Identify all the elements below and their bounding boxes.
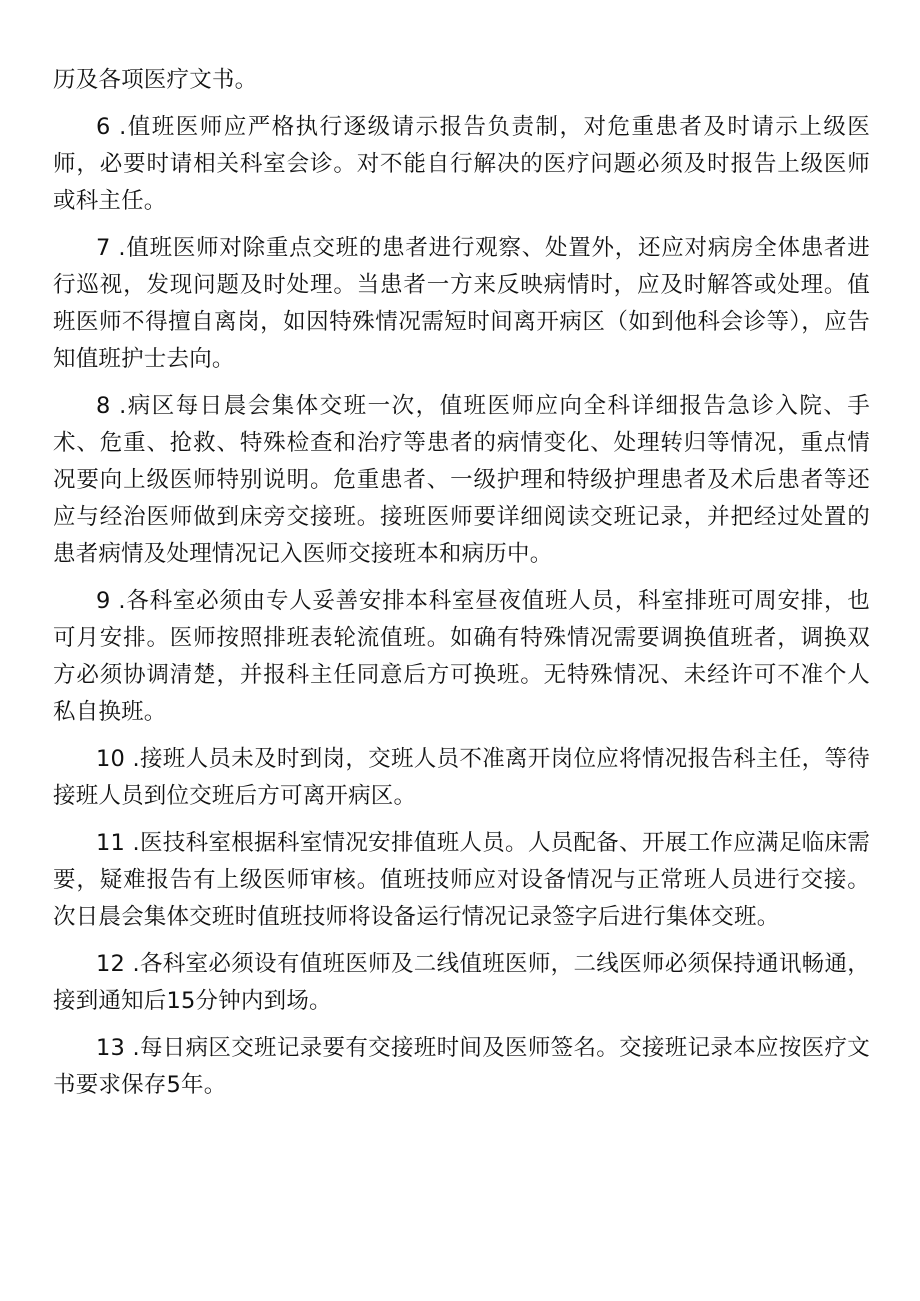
paragraph-item-13 [53,1030,870,1104]
paragraph-text: .医技科室根据科室情况安排值班人员。人员配备、开展工作应满足临床需要，疑难报告有上级医师审核。值班技师应对设备情况与正常班人员进行交接。次日晨会集体交班时值班技师将设备运行情况记录签字后进行集体交班。 [53,830,870,930]
item-number: 10 [96,746,126,772]
paragraph-text: 历及各项医疗文书。 [53,67,258,93]
item-number: 7 [96,235,111,261]
item-number: 11 [96,830,126,856]
paragraph-continuation [53,62,870,99]
paragraph-item-6 [53,109,870,220]
paragraph-text: .值班医师对除重点交班的患者进行观察、处置外，还应对病房全体患者进行巡视，发现问题及时处理。当患者一方来反映病情时，应及时解答或处理。值班医师不得擅自离岗，如因特殊情况需短时间离开病区（如到他科会诊等），应告知值班护士去向。 [53,235,870,372]
item-number: 8 [96,393,111,419]
paragraph-text: .病区每日晨会集体交班一次，值班医师应向全科详细报告急诊入院、手术、危重、抢救、特殊检查和治疗等患者的病情变化、处理转归等情况，重点情况要向上级医师特别说明。危重患者、一级护理和特级护理患者及术后患者等还应与经治医师做到床旁交接班。接班医师要详细阅读交班记录，并把经过处置的患者病情及处理情况记入医师交接班本和病历中。 [53,393,870,567]
paragraph-item-8 [53,388,870,573]
paragraph-text: .接班人员未及时到岗，交班人员不准离开岗位应将情况报告科主任，等待接班人员到位交班后方可离开病区。 [53,746,870,809]
paragraph-item-11 [53,825,870,936]
paragraph-item-9 [53,583,870,731]
paragraph-item-12 [53,946,870,1020]
paragraph-text: .各科室必须由专人妥善安排本科室昼夜值班人员，科室排班可周安排，也可月安排。医师按照排班表轮流值班。如确有特殊情况需要调换值班者，调换双方必须协调清楚，并报科主任同意后方可换班。无特殊情况、未经许可不准个人私自换班。 [53,588,870,725]
paragraph-text: .各科室必须设有值班医师及二线值班医师，二线医师必须保持通讯畅通，接到通知后15分钟内到场。 [53,951,870,1014]
item-number: 9 [96,588,111,614]
paragraph-item-10 [53,741,870,815]
item-number: 12 [96,951,126,977]
paragraph-text: .每日病区交班记录要有交接班时间及医师签名。交接班记录本应按医疗文书要求保存5年。 [53,1035,870,1098]
item-number: 6 [96,114,111,140]
item-number: 13 [96,1035,126,1061]
paragraph-text: .值班医师应严格执行逐级请示报告负责制，对危重患者及时请示上级医师，必要时请相关科室会诊。对不能自行解决的医疗问题必须及时报告上级医师或科主任。 [53,114,870,214]
paragraph-item-7 [53,230,870,378]
